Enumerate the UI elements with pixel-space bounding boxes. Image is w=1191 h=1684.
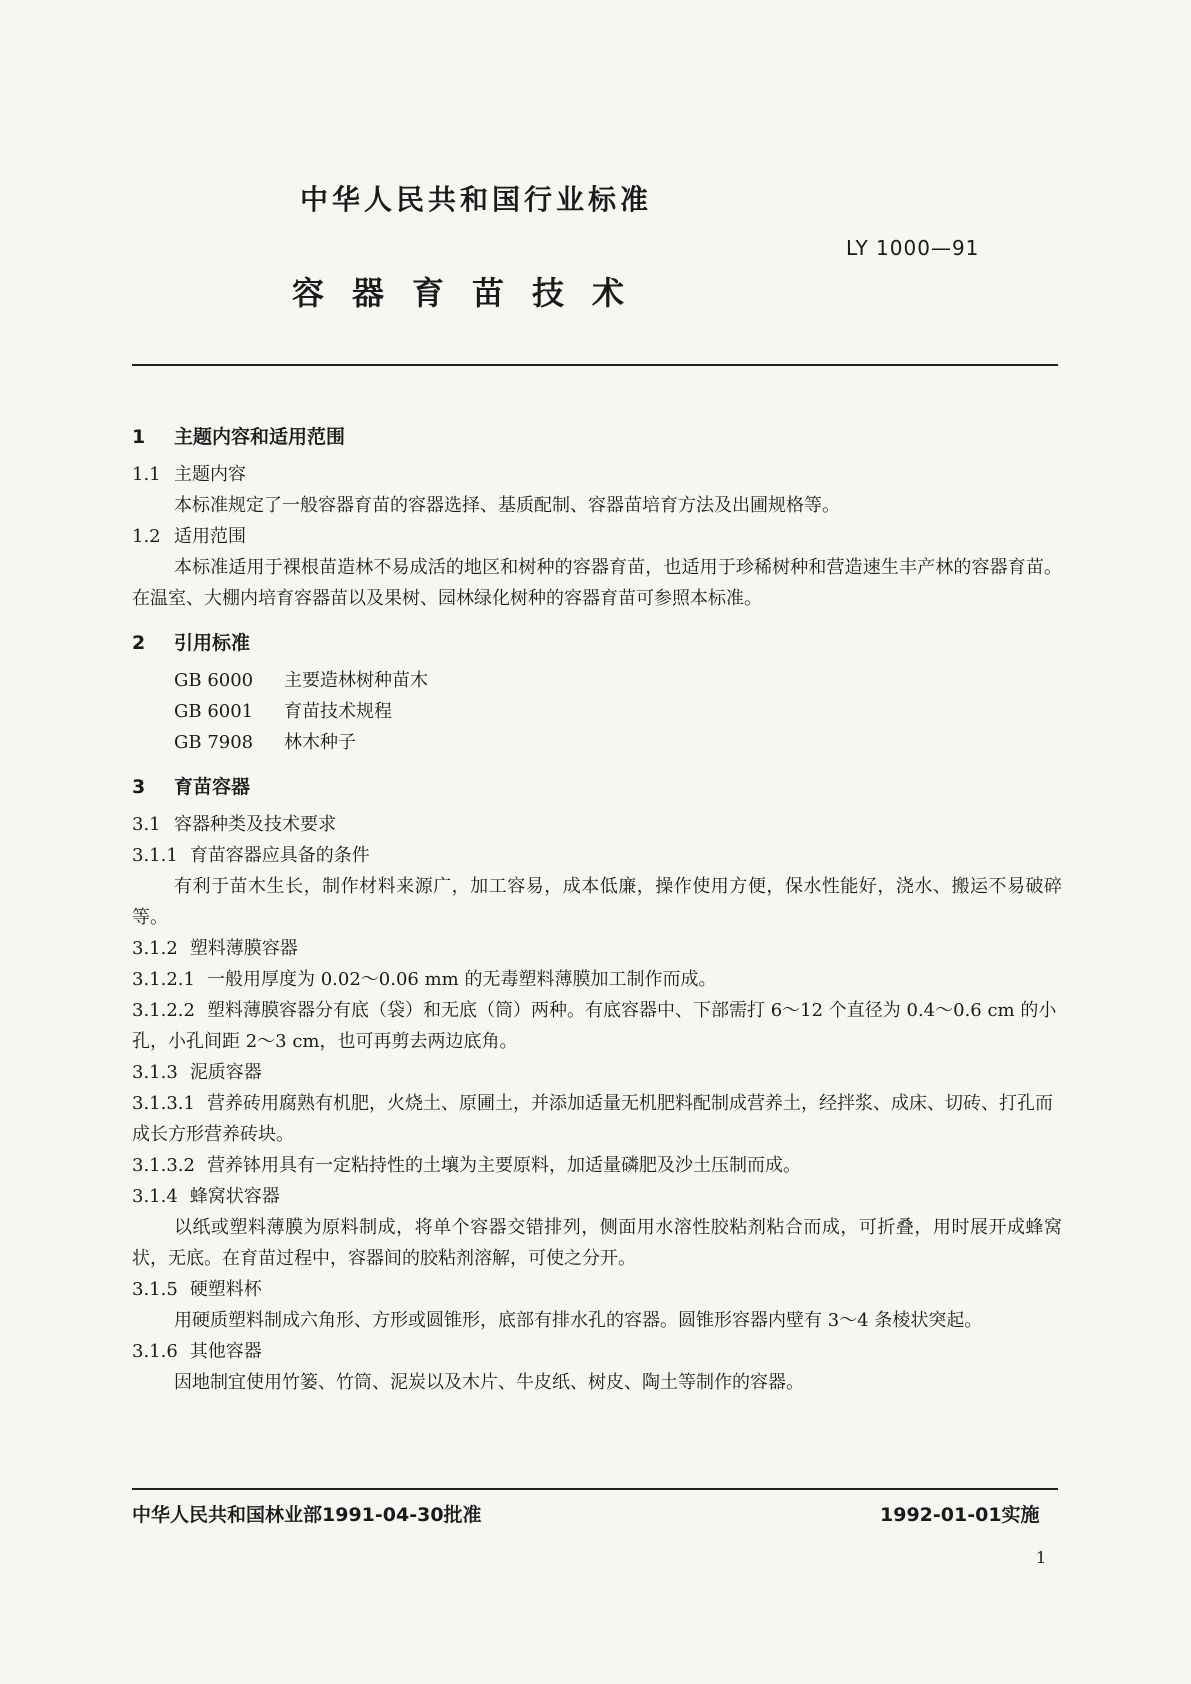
- clause: [132, 1274, 1062, 1305]
- reference-title: 林木种子: [284, 732, 356, 753]
- approval-line: 中华人民共和国林业部1991-04-30批准: [132, 1504, 482, 1526]
- reference-item: [132, 727, 1062, 758]
- section-heading: [132, 422, 1062, 453]
- reference-code: GB 6001: [174, 701, 254, 722]
- clause-number: 3.1.6: [132, 1341, 178, 1362]
- bottom-divider: [132, 1488, 1058, 1490]
- clause-number: 3.1.4: [132, 1186, 178, 1207]
- clause: [132, 1057, 1062, 1088]
- clause: [132, 840, 1062, 871]
- clause-text: 育苗容器: [174, 776, 251, 798]
- document-body: [132, 422, 1062, 1398]
- section-heading: [132, 628, 1062, 659]
- reference-item: [132, 665, 1062, 696]
- clause-text: 硬塑料杯: [189, 1279, 262, 1300]
- clause-number: 1.1: [132, 464, 161, 485]
- clause: [132, 995, 1062, 1057]
- paragraph: 本标准规定了一般容器育苗的容器选择、基质配制、容器苗培育方法及出圃规格等。: [174, 495, 840, 516]
- clause: [132, 933, 1062, 964]
- clause-text: 泥质容器: [189, 1062, 262, 1083]
- clause-number: 3.1.2.1: [132, 969, 195, 990]
- clause-text: 容器种类及技术要求: [174, 814, 336, 835]
- clause: [132, 1150, 1062, 1181]
- clause-number: 3.1: [132, 814, 161, 835]
- clause-text: 引用标准: [174, 632, 251, 654]
- paragraph: 因地制宜使用竹篓、竹筒、泥炭以及木片、牛皮纸、树皮、陶土等制作的容器。: [174, 1372, 804, 1393]
- clause-number: 1.2: [132, 526, 161, 547]
- clause-text: 其他容器: [189, 1341, 262, 1362]
- clause-text: 营养钵用具有一定粘持性的土壤为主要原料，加适量磷肥及沙土压制而成。: [206, 1155, 801, 1176]
- clause: [132, 809, 1062, 840]
- top-divider: [132, 364, 1058, 366]
- clause-text: 适用范围: [174, 526, 246, 547]
- clause-text: 营养砖用腐熟有机肥，火烧土、原圃土，并添加适量无机肥料配制成营养土，经拌浆、成床、切砖、打孔而成长方形营养砖块。: [132, 1093, 1053, 1145]
- clause: [132, 1088, 1062, 1150]
- clause: [132, 521, 1062, 552]
- clause-text: 育苗容器应具备的条件: [189, 845, 370, 866]
- clause: [132, 1336, 1062, 1367]
- clause-number: 3.1.2.2: [132, 1000, 195, 1021]
- clause-number: 3: [132, 776, 146, 798]
- paragraph: 有利于苗木生长，制作材料来源广，加工容易，成本低廉，操作使用方便，保水性能好，浇水、搬运不易破碎等。: [132, 876, 1062, 928]
- clause-number: 3.1.3.1: [132, 1093, 195, 1114]
- clause-text: 塑料薄膜容器分有底（袋）和无底（筒）两种。有底容器中、下部需打 6～12 个直径为 0.4～0.6 cm 的小孔，小孔间距 2～3 cm，也可再剪去两边底角。: [132, 1000, 1057, 1052]
- clause-number: 3.1.1: [132, 845, 178, 866]
- paragraph: 以纸或塑料薄膜为原料制成，将单个容器交错排列，侧面用水溶性胶粘剂粘合而成，可折叠，用时展开成蜂窝状，无底。在育苗过程中，容器间的胶粘剂溶解，可使之分开。: [132, 1217, 1062, 1269]
- clause-number: 3.1.5: [132, 1279, 178, 1300]
- clause-number: 2: [132, 632, 146, 654]
- standard-code: LY 1000—91: [846, 236, 980, 260]
- clause: [132, 1181, 1062, 1212]
- clause-number: 1: [132, 426, 146, 448]
- clause-text: 一般用厚度为 0.02～0.06 mm 的无毒塑料薄膜加工制作而成。: [206, 969, 717, 990]
- paragraph: 本标准适用于裸根苗造林不易成活的地区和树种的容器育苗，也适用于珍稀树种和营造速生丰产林的容器育苗。在温室、大棚内培育容器苗以及果树、园林绿化树种的容器育苗可参照本标准。: [132, 557, 1062, 609]
- reference-item: [132, 696, 1062, 727]
- document-title: 容器育苗技术: [292, 274, 653, 312]
- section-heading: [132, 772, 1062, 803]
- paragraph: 用硬质塑料制成六角形、方形或圆锥形，底部有排水孔的容器。圆锥形容器内壁有 3～4 条棱状突起。: [174, 1310, 983, 1331]
- reference-code: GB 6000: [174, 670, 254, 691]
- clause-number: 3.1.3: [132, 1062, 178, 1083]
- clause-number: 3.1.2: [132, 938, 178, 959]
- clause: [132, 459, 1062, 490]
- effective-date: 1992-01-01实施: [880, 1504, 1040, 1526]
- clause: [132, 964, 1062, 995]
- clause-text: 塑料薄膜容器: [189, 938, 298, 959]
- clause-text: 主题内容和适用范围: [174, 426, 346, 448]
- reference-title: 育苗技术规程: [284, 701, 392, 722]
- clause-text: 主题内容: [174, 464, 246, 485]
- reference-title: 主要造林树种苗木: [284, 670, 428, 691]
- clause-number: 3.1.3.2: [132, 1155, 195, 1176]
- page-number: 1: [1036, 1548, 1047, 1567]
- clause-text: 蜂窝状容器: [189, 1186, 280, 1207]
- standard-category-title: 中华人民共和国行业标准: [300, 183, 653, 216]
- reference-code: GB 7908: [174, 732, 254, 753]
